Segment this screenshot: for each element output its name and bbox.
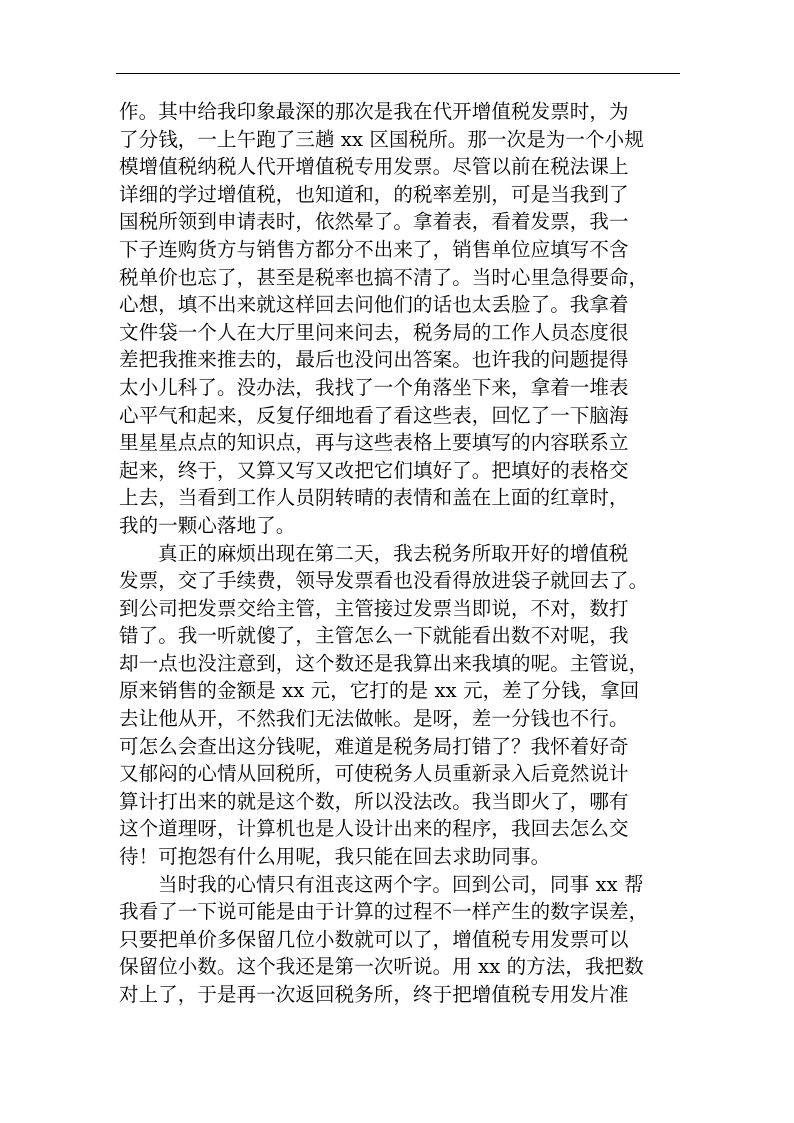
paragraph-start-line: 当时我的心情只有沮丧这两个字。回到公司，同事 xx 帮 bbox=[158, 872, 644, 896]
text-line: 了分钱，一上午跑了三趟 xx 区国税所。那一次是为一个小规 bbox=[119, 127, 644, 151]
text-line: 算计打出来的就是这个数，所以没法改。我当即火了，哪有 bbox=[119, 789, 629, 813]
text-line: 里星星点点的知识点，再与这些表格上要填写的内容联系立 bbox=[119, 431, 629, 455]
text-line: 却一点也没注意到，这个数还是我算出来我填的呢。主管说， bbox=[119, 651, 649, 675]
text-line: 可怎么会查出这分钱呢，难道是税务局打错了？我怀着好奇 bbox=[119, 734, 629, 758]
text-line: 发票，交了手续费，领导发票看也没看得放进袋子就回去了。 bbox=[119, 569, 649, 593]
text-line: 错了。我一听就傻了，主管怎么一下就能看出数不对呢，我 bbox=[119, 624, 629, 648]
text-line: 去让他从开，不然我们无法做帐。是呀，差一分钱也不行。 bbox=[119, 707, 629, 731]
text-line: 作。其中给我印象最深的那次是我在代开增值税发票时，为 bbox=[119, 100, 629, 123]
text-line: 下子连购货方与销售方都分不出来了，销售单位应填写不含 bbox=[119, 237, 629, 261]
text-line: 上去，当看到工作人员阴转晴的表情和盖在上面的红章时， bbox=[119, 486, 629, 510]
text-line: 差把我推来推去的，最后也没问出答案。也许我的问题提得 bbox=[119, 348, 629, 372]
text-line: 待！可抱怨有什么用呢，我只能在回去求助同事。 bbox=[119, 845, 551, 869]
text-line: 详细的学过增值税，也知道和，的税率差别，可是当我到了 bbox=[119, 182, 629, 206]
text-line: 到公司把发票交给主管，主管接过发票当即说，不对，数打 bbox=[119, 596, 629, 620]
text-line: 我看了一下说可能是由于计算的过程不一样产生的数字误差， bbox=[119, 900, 649, 924]
text-line: 又郁闷的心情从回税所，可使税务人员重新录入后竟然说计 bbox=[119, 762, 629, 786]
text-line: 起来，终于，又算又写又改把它们填好了。把填好的表格交 bbox=[119, 458, 629, 482]
text-line: 心想，填不出来就这样回去问他们的话也太丢脸了。我拿着 bbox=[119, 293, 629, 317]
text-line: 国税所领到申请表时，依然晕了。拿着表，看着发票，我一 bbox=[119, 210, 629, 234]
text-line: 这个道理呀，计算机也是人设计出来的程序，我回去怎么交 bbox=[119, 817, 629, 841]
text-line: 模增值税纳税人代开增值税专用发票。尽管以前在税法课上 bbox=[119, 155, 629, 179]
header-rule bbox=[116, 73, 680, 74]
paragraph-start-line: 真正的麻烦出现在第二天，我去税务所取开好的增值税 bbox=[158, 541, 629, 565]
text-line: 对上了，于是再一次返回税务所，终于把增值税专用发片准 bbox=[119, 983, 629, 1006]
text-line: 太小儿科了。没办法，我找了一个角落坐下来，拿着一堆表 bbox=[119, 375, 629, 399]
text-line: 心平气和起来，反复仔细地看了看这些表，回忆了一下脑海 bbox=[119, 403, 629, 427]
text-line: 只要把单价多保留几位小数就可以了，增值税专用发票可以 bbox=[119, 927, 629, 951]
text-line: 保留位小数。这个我还是第一次听说。用 xx 的方法，我把数 bbox=[119, 955, 644, 979]
document-body bbox=[119, 98, 679, 1009]
text-line: 税单价也忘了，甚至是税率也搞不清了。当时心里急得要命， bbox=[119, 265, 649, 289]
text-line: 文件袋一个人在大厅里问来问去，税务局的工作人员态度很 bbox=[119, 320, 629, 344]
text-line: 我的一颗心落地了。 bbox=[119, 513, 296, 537]
text-line: 原来销售的金额是 xx 元，它打的是 xx 元，差了分钱，拿回 bbox=[119, 679, 640, 703]
